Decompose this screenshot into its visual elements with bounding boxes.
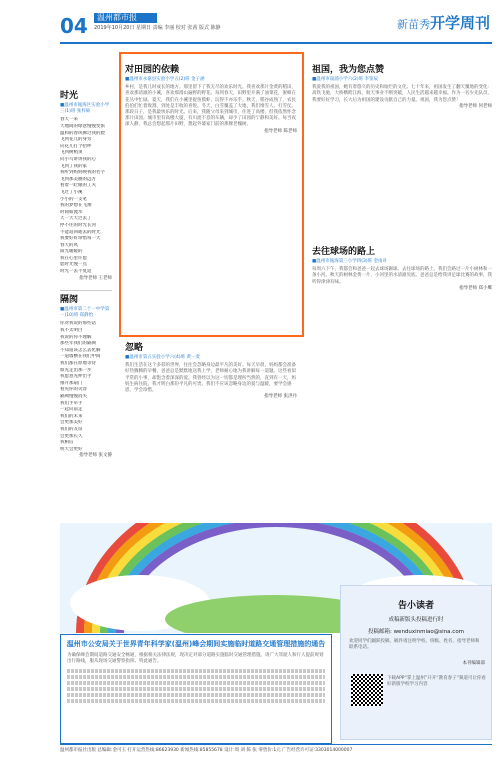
poem-line: 那些年我们的隔阂 bbox=[60, 341, 96, 347]
traffic-notice bbox=[60, 634, 332, 744]
poem-line: 时间如流水 bbox=[60, 209, 83, 215]
poem-line: 飞到花儿的身旁 bbox=[60, 137, 92, 143]
editorial-tag: 本刊编辑部 bbox=[462, 661, 485, 666]
poem1-body bbox=[60, 117, 112, 275]
poem-line: 会更加长久 bbox=[60, 433, 83, 439]
poem-line: 不能追回逝去的时光 bbox=[60, 229, 101, 235]
poem-line: 停不住的时光长河 bbox=[60, 222, 96, 228]
right-mid-article bbox=[312, 244, 492, 292]
poem-line: 小小的一支笔 bbox=[60, 196, 87, 202]
poem2-byline: ■温州市第二十一中学第一(10)班 郑静怡 bbox=[60, 307, 110, 319]
right-top-article bbox=[312, 62, 492, 110]
poem-line: 我说的你不理解 bbox=[60, 334, 92, 340]
reader-notice-box bbox=[340, 585, 492, 740]
center-bottom-article bbox=[125, 340, 297, 400]
center-bottom-tag: 指导老师 张洪丹 bbox=[264, 394, 297, 400]
poem-line: 看见你的笑容 bbox=[60, 387, 87, 393]
right-mid-title: 去往球场的路上 bbox=[312, 247, 376, 257]
reader-notice-title: 告小读者 bbox=[397, 601, 434, 611]
section-main: 开学周刊 bbox=[429, 14, 490, 32]
left-divider bbox=[60, 290, 112, 291]
poem1-byline: ■温州市瓯海区实验小学三(1)班 张梓硕 bbox=[60, 103, 110, 115]
poem-line: 愿时光慢一点 bbox=[60, 262, 87, 268]
poem-line: 阳光暖暖的 bbox=[60, 249, 83, 255]
poem-line: 明天会更好 bbox=[60, 446, 83, 452]
reader-notice-subtitle: 成稿新版头投稿进行时 bbox=[388, 617, 444, 623]
poem-line: 飞过了小溪 bbox=[60, 189, 83, 195]
right-top-title: 祖国，我为您点赞 bbox=[312, 65, 385, 75]
poem-line: 春天的风 bbox=[60, 242, 78, 248]
dateline: 2019年10月20日 星期日 责编 李丽 校对 张茜 版式 陈静 bbox=[94, 25, 221, 31]
poem-line: 我们的未来 bbox=[60, 413, 83, 419]
poem-line: 谁先走出那一步 bbox=[60, 367, 92, 373]
poem1-title: 时光 bbox=[60, 91, 79, 101]
poem-line: 温和的春风拂过我的脸 bbox=[60, 130, 105, 136]
poem-line: 一起向前走 bbox=[60, 407, 83, 413]
poem-line: 我听到妈妈唤我的名字 bbox=[60, 170, 105, 176]
poem-line: 飞到树梢顶 bbox=[60, 150, 83, 156]
center-byline: ■温州市永嘉县实验小学五(2)班 金子涵 bbox=[125, 77, 205, 82]
left-column bbox=[60, 88, 112, 282]
poem-line: 我们手牵手 bbox=[60, 400, 83, 406]
header-rule bbox=[60, 42, 492, 44]
center-bottom-title: 忽略 bbox=[125, 343, 144, 353]
poem1-tag: 指导老师 王老师 bbox=[79, 275, 112, 281]
notice-body: 为确保峰会期间道路交通安全畅通，根据相关法律法规，现决定对部分道路实施临时交通管理措施。请广大驾驶人和行人提前规划出行路线，服从现场交通警察指挥。特此通告。 bbox=[67, 653, 324, 664]
poem-line: 推开那扇门 bbox=[60, 380, 83, 386]
poem-line: 我愿意先伸出手 bbox=[60, 374, 92, 380]
poem-line: 不知道该怎么去化解 bbox=[60, 347, 101, 353]
section-title bbox=[397, 12, 490, 33]
section-prefix: 新苗秀 bbox=[396, 18, 430, 31]
center-title: 对田园的依赖 bbox=[125, 65, 180, 75]
email-address[interactable]: wenduxinmiao@sina.com bbox=[393, 629, 465, 635]
right-mid-text: 每周六下午，我都会和爸爸一起去球场踢球。去往球场的路上，我们会路过一片小树林和一条小河。秋天的树林金黄一片，小河里的水清澈见底。爸爸总是给我讲足球比赛的故事，我听得津津有味。 bbox=[312, 267, 492, 285]
poem-line: 春天一来 bbox=[60, 117, 78, 123]
center-text: 乡村，是我儿时成长的地方。那里留下了我无尽的欢乐时光。我喜欢那片金黄的稻田，喜欢那清澈的小溪，喜欢那漫山遍野的野花。每到春天，田野里开满了油菜花，蜜蜂在花丛中忙碌。夏天，我们在小溪里捉鱼摸虾，玩得不亦乐乎。秋天，稻谷成熟了，农民伯伯们忙着收割，到处是丰收的喜悦。冬天，白雪覆盖了大地，我们堆雪人、打雪仗。那段日子，是我最快乐的时光。后来，我随父母来到城市，住进了高楼，但我依然怀念那片田园。城市里有高楼大厦，有川流不息的车辆，却少了田园的宁静和美好。每当夜深人静，我总会想起那片田野，想起外婆家门前的那棵老槐树。 bbox=[125, 85, 296, 128]
qr-caption: 下载APP“掌上温州”开开“教育春子”频道可让你看好新版学校学习内容 bbox=[387, 676, 486, 687]
poem-line: 会更加美好 bbox=[60, 420, 83, 426]
qr-code bbox=[351, 674, 383, 706]
poem-line: 我们的友谊 bbox=[60, 426, 83, 432]
poem-line: 飞到了我的家 bbox=[60, 163, 87, 169]
poem-line: 我们都在原地等待 bbox=[60, 360, 96, 366]
poem-line: 天地间的绿意慢慢变浓 bbox=[60, 124, 105, 129]
email-label: 投稿邮箱: bbox=[367, 629, 392, 635]
poem-line: 我不太明白 bbox=[60, 328, 83, 333]
poem-line: 一道墙横在我们中间 bbox=[60, 354, 101, 360]
paper-name: 温州都市报 bbox=[94, 13, 157, 23]
center-tag: 指导老师 陈老师 bbox=[264, 128, 297, 134]
poem-line: 天一天天过去了 bbox=[60, 216, 92, 222]
poem-line: 你对我说的那些话 bbox=[60, 321, 96, 327]
page-number: 04 bbox=[60, 14, 88, 38]
poem-line: 我要好好珍惜每一天 bbox=[60, 236, 101, 242]
poem-line: 隔阂慢慢消失 bbox=[60, 393, 87, 399]
right-top-tag: 指导老师 何老师 bbox=[459, 103, 492, 109]
poem-line: 我相信 bbox=[60, 440, 74, 446]
right-top-byline: ■温州市南浦小学六(2)班 李鉴辰 bbox=[312, 77, 379, 82]
poem2-body bbox=[60, 321, 112, 453]
poem2-title: 隔阂 bbox=[60, 295, 79, 305]
notice-title: 温州市公安局关于世界青年科学家(温州)峰会期间实施临时道路交通管理措施的通告 bbox=[66, 640, 326, 648]
center-article bbox=[125, 62, 297, 135]
center-bottom-text: 我们生活在这个多彩的世界，往往会忽略身边最平凡的美好。每天早晨，妈妈都会准备好热腾腾的早餐，爸爸总是默默地送我上学，老师耐心地为我讲解每一道题。这些看似平常的小事，却饱含着深深的爱。我曾经以为这一切都是理所当然的，直到有一天，妈妈生病住院，我才明白那份平凡的可贵。我们不应该忽略身边的爱与温暖，要学会感恩，学会珍惜。 bbox=[125, 363, 296, 394]
poem-line: 我的梦想在飞翔 bbox=[60, 203, 92, 209]
poem-line: 向小鸟讲讲我的心 bbox=[60, 156, 96, 162]
reader-notice-text: 欢迎同学们踊跃投稿，稿件请注明学校、班级、姓名、指导老师和联系电话。 bbox=[349, 639, 480, 650]
left-column-2 bbox=[60, 292, 112, 459]
center-bottom-byline: ■温州市第五实验小学六(4)班 黄一麦 bbox=[125, 355, 201, 360]
poem-line: 看着一眨眼的工夫 bbox=[60, 183, 96, 189]
poem-line: 时光一去不复返 bbox=[60, 269, 92, 275]
footer: 温州都市报社出版 总编辑:金可玉 打开运营热线:86623930 新闻热线:85855678 设计:周 刘 陈 张 零售价:1元 广告经营许可证:3303014000007 bbox=[60, 744, 492, 759]
poem-line: 飞到那美丽的远方 bbox=[60, 176, 96, 182]
right-mid-tag: 指导老师 郑小鹰 bbox=[459, 285, 492, 291]
right-mid-byline: ■温州市瓯海第三小学四(3)班 金雨舟 bbox=[312, 259, 388, 264]
reader-notice-email bbox=[341, 627, 491, 635]
poem2-tag: 指导老师 张文静 bbox=[79, 453, 112, 459]
poem-line: 我在心里许愿 bbox=[60, 255, 87, 261]
poem-line: 向花儿打个招呼 bbox=[60, 143, 92, 149]
right-top-text: 我爱我的祖国，她有着悠久的历史和灿烂的文化。七十年来，祖国发生了翻天覆地的变化：高铁飞驰，大桥横跨江海，航天事业不断突破，人民生活越来越幸福。作为一名少先队员，我要好好学习，长大后为祖国的建设贡献自己的力量。祖国，我为您点赞！ bbox=[312, 85, 492, 103]
